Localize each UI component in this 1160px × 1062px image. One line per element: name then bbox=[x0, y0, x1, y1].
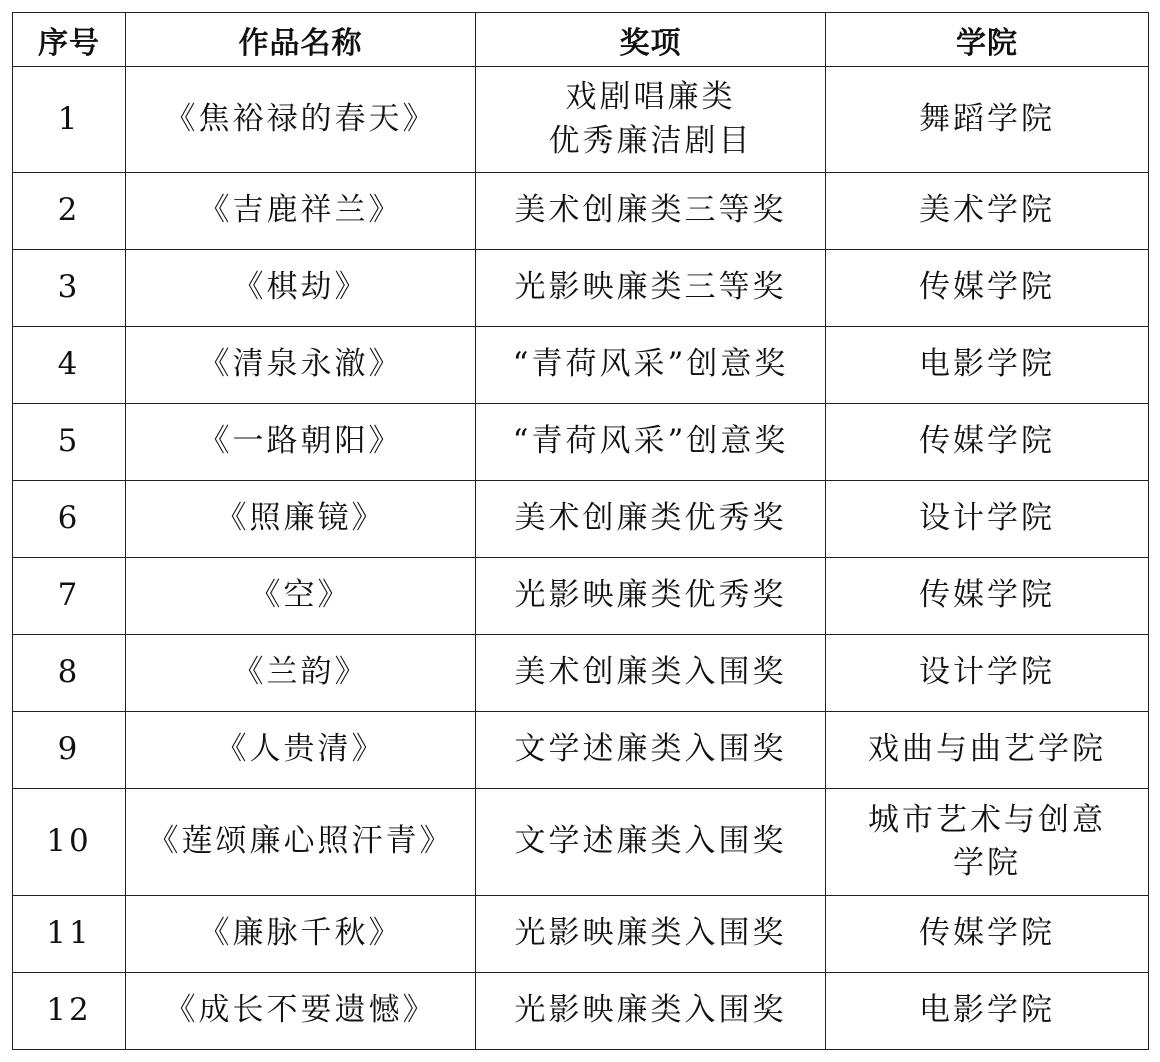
cell-award bbox=[476, 67, 826, 173]
cell-college: 美术学院 bbox=[826, 173, 1149, 250]
table-row bbox=[13, 327, 1149, 404]
cell-work-title: 《空》 bbox=[126, 558, 476, 635]
cell-award: 光影映廉类三等奖 bbox=[476, 250, 826, 327]
cell-college: 设计学院 bbox=[826, 635, 1149, 712]
header-award: 奖项 bbox=[476, 13, 826, 67]
cell-work-title: 《兰韵》 bbox=[126, 635, 476, 712]
cell-serial-number: 7 bbox=[13, 558, 126, 635]
cell-college: 舞蹈学院 bbox=[826, 67, 1149, 173]
table-row bbox=[13, 173, 1149, 250]
cell-work-title: 《人贵清》 bbox=[126, 712, 476, 789]
cell-work-title: 《清泉永澈》 bbox=[126, 327, 476, 404]
table-row bbox=[13, 635, 1149, 712]
table-row bbox=[13, 789, 1149, 896]
cell-serial-number: 4 bbox=[13, 327, 126, 404]
cell-work-title: 《廉脉千秋》 bbox=[126, 896, 476, 973]
cell-award: 美术创廉类入围奖 bbox=[476, 635, 826, 712]
table-row bbox=[13, 896, 1149, 973]
cell-work-title: 《成长不要遗憾》 bbox=[126, 973, 476, 1050]
cell-award: 光影映廉类优秀奖 bbox=[476, 558, 826, 635]
cell-serial-number: 3 bbox=[13, 250, 126, 327]
table-row bbox=[13, 67, 1149, 173]
cell-college: 设计学院 bbox=[826, 481, 1149, 558]
table-row bbox=[13, 404, 1149, 481]
cell-award: 文学述廉类入围奖 bbox=[476, 712, 826, 789]
header-college: 学院 bbox=[826, 13, 1149, 67]
table-row bbox=[13, 973, 1149, 1050]
table-row bbox=[13, 250, 1149, 327]
cell-award: 光影映廉类入围奖 bbox=[476, 973, 826, 1050]
table-header-row bbox=[13, 13, 1149, 67]
table-row bbox=[13, 558, 1149, 635]
cell-serial-number: 2 bbox=[13, 173, 126, 250]
awards-table-container bbox=[12, 12, 1149, 1050]
cell-award: “青荷风采”创意奖 bbox=[476, 404, 826, 481]
cell-award: 光影映廉类入围奖 bbox=[476, 896, 826, 973]
cell-work-title: 《吉鹿祥兰》 bbox=[126, 173, 476, 250]
cell-award: 美术创廉类优秀奖 bbox=[476, 481, 826, 558]
cell-serial-number: 1 bbox=[13, 67, 126, 173]
cell-college bbox=[826, 789, 1149, 896]
cell-work-title: 《棋劫》 bbox=[126, 250, 476, 327]
cell-serial-number: 10 bbox=[13, 789, 126, 896]
header-work-title: 作品名称 bbox=[126, 13, 476, 67]
award-line: 戏剧唱廉类 bbox=[565, 79, 736, 116]
cell-college: 传媒学院 bbox=[826, 404, 1149, 481]
cell-serial-number: 5 bbox=[13, 404, 126, 481]
cell-serial-number: 11 bbox=[13, 896, 126, 973]
cell-serial-number: 9 bbox=[13, 712, 126, 789]
cell-work-title: 《莲颂廉心照汗青》 bbox=[126, 789, 476, 896]
college-line: 学院 bbox=[953, 845, 1021, 881]
cell-college: 电影学院 bbox=[826, 327, 1149, 404]
cell-college: 电影学院 bbox=[826, 973, 1149, 1050]
cell-college: 传媒学院 bbox=[826, 250, 1149, 327]
cell-college: 戏曲与曲艺学院 bbox=[826, 712, 1149, 789]
cell-serial-number: 12 bbox=[13, 973, 126, 1050]
awards-table bbox=[12, 12, 1149, 1050]
cell-college: 传媒学院 bbox=[826, 558, 1149, 635]
award-line: 优秀廉洁剧目 bbox=[548, 122, 753, 159]
cell-work-title: 《焦裕禄的春天》 bbox=[126, 67, 476, 173]
cell-award: “青荷风采”创意奖 bbox=[476, 327, 826, 404]
cell-serial-number: 6 bbox=[13, 481, 126, 558]
table-row bbox=[13, 712, 1149, 789]
college-line: 城市艺术与创意 bbox=[868, 801, 1106, 838]
cell-work-title: 《照廉镜》 bbox=[126, 481, 476, 558]
cell-award: 文学述廉类入围奖 bbox=[476, 789, 826, 896]
table-row bbox=[13, 481, 1149, 558]
cell-college: 传媒学院 bbox=[826, 896, 1149, 973]
cell-work-title: 《一路朝阳》 bbox=[126, 404, 476, 481]
header-serial-number: 序号 bbox=[13, 13, 126, 67]
cell-award: 美术创廉类三等奖 bbox=[476, 173, 826, 250]
cell-serial-number: 8 bbox=[13, 635, 126, 712]
